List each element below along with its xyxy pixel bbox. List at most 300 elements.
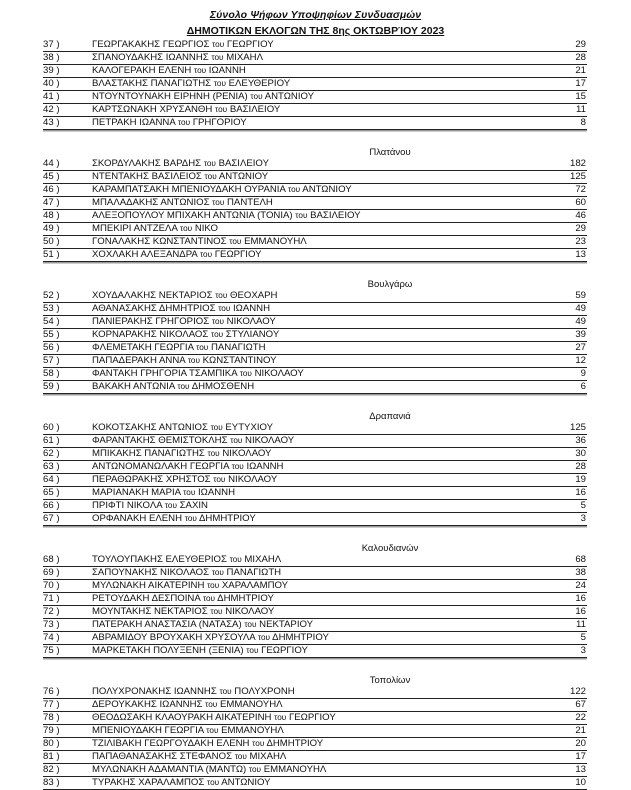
- patronymic-connector: του: [211, 53, 224, 62]
- candidate-name: [92, 236, 307, 248]
- vote-count: 46: [575, 210, 586, 221]
- candidate-row: [43, 580, 587, 593]
- father-name: ΕΜΜΑΝΟΥΗΛ: [263, 764, 327, 775]
- candidate-full-name: ΠΑΝΙΕΡΑΚΗΣ ΓΡΗΓΟΡΙΟΣ: [92, 316, 210, 327]
- patronymic-connector: του: [202, 594, 216, 603]
- candidate-row: [43, 764, 587, 777]
- candidate-full-name: ΒΛΑΣΤΑΚΗΣ ΠΑΝΑΓΙΩΤΗΣ: [92, 78, 212, 89]
- candidate-row: [43, 39, 587, 52]
- candidate-name: [92, 487, 235, 499]
- vote-count: 27: [575, 342, 586, 353]
- locality-name: Βουλγάρω: [367, 279, 413, 290]
- candidate-number: 63 ): [43, 461, 60, 472]
- patronymic-connector: του: [252, 739, 265, 748]
- vote-count: 11: [576, 619, 586, 630]
- candidate-row: [43, 197, 587, 210]
- candidate-number: 68 ): [43, 554, 60, 565]
- candidate-name: [92, 725, 284, 737]
- candidate-row: [43, 567, 587, 580]
- father-name: ΓΕΩΡΓΙΟΥ: [261, 645, 308, 656]
- candidate-number: 79 ): [43, 725, 60, 736]
- candidate-number: 72 ): [43, 606, 60, 617]
- patronymic-connector: του: [246, 646, 259, 655]
- patronymic-connector: του: [234, 752, 247, 761]
- vote-count: 72: [575, 184, 586, 195]
- father-name: ΒΑΣΙΛΕΙΟΥ: [310, 210, 361, 221]
- candidate-full-name: ΣΚΟΡΔΥΛΑΚΗΣ ΒΑΡΔΗΣ: [92, 158, 202, 169]
- patronymic-connector: του: [187, 356, 200, 365]
- father-name: ΕΛΕΥΘΕΡΙΟΥ: [228, 78, 291, 89]
- candidate-row: [43, 725, 587, 738]
- candidate-row: [43, 210, 587, 223]
- father-name: ΝΙΚΟΛΑΟΥ: [228, 474, 278, 485]
- document-subtitle: ΔΗΜΟΤΙΚΩΝ ΕΚΛΟΓΩΝ ΤΗΣ 8ης ΟΚΤΩΒΡΊΟΥ 2023: [186, 25, 445, 37]
- vote-count: 30: [575, 448, 586, 459]
- father-name: ΔΗΜΗΤΡΙΟΥ: [272, 632, 329, 643]
- candidate-row: [43, 500, 587, 513]
- candidate-number: 39 ): [43, 65, 60, 76]
- father-name: ΜΙΧΑΗΛ: [226, 52, 264, 63]
- candidate-number: 66 ): [43, 500, 60, 511]
- candidate-full-name: ΜΠΑΛΑΔΑΚΗΣ ΑΝΤΩΝΙΟΣ: [92, 197, 210, 208]
- candidate-row: [43, 249, 587, 262]
- father-name: ΠΑΝΑΓΙΩΤΗ: [226, 567, 282, 578]
- patronymic-connector: του: [244, 620, 257, 629]
- candidate-name: [92, 500, 208, 512]
- candidate-number: 61 ): [43, 435, 60, 446]
- patronymic-connector: του: [218, 304, 231, 313]
- candidate-number: 62 ): [43, 448, 60, 459]
- candidate-full-name: ΠΑΠΑΘΑΝΑΣΑΚΗΣ ΣΤΕΦΑΝΟΣ: [92, 751, 233, 762]
- candidate-number: 54 ): [43, 316, 60, 327]
- candidate-full-name: ΝΤΟΥΝΤΟΥΝΑΚΗ ΕΙΡΗΝΗ (ΡΕΝΙΑ): [92, 91, 248, 102]
- candidate-row: [43, 316, 587, 329]
- candidate-number: 50 ): [43, 236, 60, 247]
- candidate-name: [92, 117, 247, 129]
- candidate-row: [43, 223, 587, 236]
- candidate-number: 57 ): [43, 355, 60, 366]
- candidate-full-name: ΘΕΟΔΩΣΑΚΗ ΚΛΑΟΥΡΑΚΗ ΑΙΚΑΤΕΡΙΝΗ: [92, 712, 272, 723]
- father-name: ΣΤΥΛΙΑΝΟΥ: [225, 329, 280, 340]
- vote-count: 15: [575, 91, 586, 102]
- candidate-full-name: ΜΠΙΚΑΚΗΣ ΠΑΝΑΓΙΩΤΗΣ: [92, 448, 205, 459]
- candidate-number: 77 ): [43, 699, 60, 710]
- candidate-name: [92, 381, 254, 393]
- father-name: ΠΑΝΤΕΛΗ: [227, 197, 273, 208]
- candidate-number: 43 ): [43, 117, 60, 128]
- candidate-full-name: ΓΕΩΡΓΑΚΑΚΗΣ ΓΕΩΡΓΙΟΣ: [92, 39, 210, 50]
- candidate-row: [43, 91, 587, 104]
- father-name: ΝΕΚΤΑΡΙΟΥ: [259, 619, 314, 630]
- candidate-name: [92, 171, 268, 183]
- candidate-full-name: ΡΕΤΟΥΔΑΚΗ ΔΕΣΠΟΙΝΑ: [92, 593, 201, 604]
- patronymic-connector: του: [193, 66, 207, 75]
- candidate-name: [92, 606, 274, 618]
- father-name: ΜΙΧΑΗΛ: [249, 751, 287, 762]
- vote-count: 13: [575, 249, 586, 260]
- candidate-full-name: ΠΡΙΦΤΙ ΝΙΚΟΛΑ: [92, 500, 163, 511]
- candidate-row: [43, 712, 587, 725]
- candidate-full-name: ΑΘΑΝΑΣΑΚΗΣ ΔΗΜΗΤΡΙΟΣ: [92, 303, 216, 314]
- vote-count: 8: [580, 117, 586, 128]
- candidate-full-name: ΚΟΚΟΤΣΑΚΗΣ ΑΝΤΩΝΙΟΣ: [92, 422, 208, 433]
- candidate-full-name: ΚΟΡΝΑΡΑΚΗΣ ΝΙΚΟΛΑΟΣ: [92, 329, 209, 340]
- candidate-name: [92, 78, 290, 90]
- candidate-number: 69 ): [43, 567, 60, 578]
- candidate-name: [92, 435, 294, 447]
- candidate-name: [92, 184, 352, 196]
- candidate-number: 40 ): [43, 78, 60, 89]
- candidate-name: [92, 567, 281, 579]
- patronymic-connector: του: [179, 224, 193, 233]
- candidate-number: 48 ): [43, 210, 60, 221]
- candidate-full-name: ΑΛΕΞΟΠΟΥΛΟΥ ΜΠΙΧΑΚΗ ΑΝΤΩΝΙΑ (ΤΟΝΙΑ): [92, 210, 293, 221]
- father-name: ΝΙΚΟΛΑΟΥ: [226, 316, 276, 327]
- candidate-row: [43, 368, 587, 381]
- candidate-number: 70 ): [43, 580, 60, 591]
- candidate-name: [92, 777, 271, 789]
- candidate-full-name: ΣΑΠΟΥΝΑΚΗΣ ΝΙΚΟΛΑΟΣ: [92, 567, 210, 578]
- candidate-row: [43, 777, 587, 790]
- candidate-number: 83 ): [43, 777, 60, 788]
- candidate-number: 41 ): [43, 91, 60, 102]
- candidate-name: [92, 249, 262, 261]
- patronymic-connector: του: [199, 250, 213, 259]
- father-name: ΔΗΜΗΤΡΙΟΥ: [217, 593, 274, 604]
- father-name: ΙΩΑΝΝΗ: [198, 487, 236, 498]
- father-name: ΓΡΗΓΟΡΙΟΥ: [192, 117, 247, 128]
- patronymic-connector: του: [248, 765, 262, 774]
- candidate-number: 73 ): [43, 619, 60, 630]
- candidate-number: 38 ): [43, 52, 60, 63]
- vote-count: 9: [580, 368, 586, 379]
- candidate-full-name: ΤΖΙΛΙΒΑΚΗ ΓΕΩΡΓΟΥΔΑΚΗ ΕΛΕΝΗ: [92, 738, 250, 749]
- vote-count: 67: [575, 699, 586, 710]
- vote-count: 5: [580, 500, 586, 511]
- candidate-number: 67 ): [43, 513, 60, 524]
- vote-count: 16: [575, 593, 586, 604]
- vote-count: 29: [575, 223, 586, 234]
- section-locality: [43, 668, 587, 790]
- patronymic-connector: του: [211, 317, 224, 326]
- candidate-row: [43, 381, 587, 394]
- patronymic-connector: του: [213, 79, 226, 88]
- candidate-full-name: ΚΑΛΟΓΕΡΑΚΗ ΕΛΕΝΗ: [92, 65, 192, 76]
- section-locality: [43, 272, 587, 394]
- candidate-name: [92, 751, 286, 763]
- candidate-full-name: ΠΑΤΕΡΑΚΗ ΑΝΑΣΤΑΣΙΑ (ΝΑΤΑΣΑ): [92, 619, 242, 630]
- candidate-row: [43, 751, 587, 764]
- vote-count: 13: [575, 764, 586, 775]
- vote-count: 38: [575, 567, 586, 578]
- candidate-row: [43, 461, 587, 474]
- candidate-name: [92, 223, 218, 235]
- candidate-number: 58 ): [43, 368, 60, 379]
- patronymic-connector: του: [177, 118, 191, 127]
- candidate-name: [92, 342, 266, 354]
- candidate-row: [43, 329, 587, 342]
- candidate-row: [43, 78, 587, 91]
- candidate-number: 76 ): [43, 686, 60, 697]
- candidate-number: 52 ): [43, 290, 60, 301]
- locality-name: Δραπανιά: [369, 411, 411, 422]
- candidate-number: 47 ): [43, 197, 60, 208]
- vote-count: 5: [580, 632, 586, 643]
- father-name: ΝΙΚΟ: [194, 223, 218, 234]
- candidate-name: [92, 619, 313, 631]
- candidate-name: [92, 316, 276, 328]
- candidate-name: [92, 593, 274, 605]
- vote-count: 28: [575, 461, 586, 472]
- candidate-name: [92, 474, 277, 486]
- candidate-full-name: ΠΟΛΥΧΡΟΝΑΚΗΣ ΙΩΑΝΝΗΣ: [92, 686, 217, 697]
- patronymic-connector: του: [206, 778, 220, 787]
- candidate-number: 59 ): [43, 381, 60, 392]
- candidate-row: [43, 474, 587, 487]
- patronymic-connector: του: [250, 92, 263, 101]
- candidate-name: [92, 65, 246, 77]
- vote-count: 59: [575, 290, 586, 301]
- vote-count: 22: [575, 712, 586, 723]
- father-name: ΧΑΡΑΛΑΜΠΟΥ: [221, 580, 289, 591]
- candidate-name: [92, 355, 277, 367]
- candidate-number: 45 ): [43, 171, 60, 182]
- patronymic-connector: του: [212, 198, 225, 207]
- father-name: ΕΥΤΥΧΙΟΥ: [225, 422, 274, 433]
- father-name: ΣΑΧΙΝ: [179, 500, 208, 511]
- patronymic-connector: του: [231, 462, 244, 471]
- candidate-row: [43, 606, 587, 619]
- candidate-row: [43, 738, 587, 751]
- father-name: ΠΑΝΑΓΙΩΤΗ: [210, 342, 266, 353]
- patronymic-connector: του: [177, 382, 190, 391]
- candidate-number: 80 ): [43, 738, 60, 749]
- vote-count: 20: [575, 738, 586, 749]
- vote-count: 49: [575, 316, 586, 327]
- candidate-name: [92, 290, 277, 302]
- candidate-full-name: ΠΑΠΑΔΕΡΑΚΗ ΑΝΝΑ: [92, 355, 186, 366]
- candidate-row: [43, 619, 587, 632]
- candidate-row: [43, 448, 587, 461]
- candidate-name: [92, 39, 274, 51]
- vote-count: 17: [575, 751, 586, 762]
- candidate-row: [43, 355, 587, 368]
- candidate-number: 56 ): [43, 342, 60, 353]
- patronymic-connector: του: [215, 291, 228, 300]
- candidate-row: [43, 65, 587, 78]
- vote-count: 23: [575, 236, 586, 247]
- candidate-name: [92, 580, 288, 592]
- candidate-full-name: ΠΕΡΑΘΩΡΑΚΗΣ ΧΡΗΣΤΟΣ: [92, 474, 211, 485]
- vote-count: 21: [575, 65, 586, 76]
- candidate-row: [43, 236, 587, 249]
- candidate-row: [43, 422, 587, 435]
- father-name: ΓΕΩΡΓΙΟΥ: [226, 39, 274, 50]
- candidate-number: 53 ): [43, 303, 60, 314]
- candidate-full-name: ΟΡΦΑΝΑΚΗ ΕΛΕΝΗ: [92, 513, 183, 524]
- father-name: ΔΗΜΟΣΘΕΝΗ: [191, 381, 255, 392]
- section-locality: [43, 140, 587, 262]
- candidate-full-name: ΣΠΑΝΟΥΔΑΚΗΣ ΙΩΑΝΝΗΣ: [92, 52, 209, 63]
- candidate-row: [43, 513, 587, 526]
- candidate-name: [92, 645, 308, 657]
- father-name: ΙΩΑΝΝΗ: [246, 461, 284, 472]
- candidate-number: 49 ): [43, 223, 60, 234]
- candidate-number: 74 ): [43, 632, 60, 643]
- candidate-row: [43, 593, 587, 606]
- father-name: ΠΟΛΥΧΡΟΝΗ: [234, 686, 295, 697]
- candidate-full-name: ΑΒΡΑΜΙΔΟΥ ΒΡΟΥΧΑΚΗ ΧΡΥΣΟΥΛΑ: [92, 632, 256, 643]
- candidate-row: [43, 158, 587, 171]
- candidate-name: [92, 712, 336, 724]
- candidate-row: [43, 117, 587, 130]
- patronymic-connector: του: [203, 159, 216, 168]
- candidate-number: 78 ): [43, 712, 60, 723]
- candidate-name: [92, 368, 304, 380]
- vote-count: 10: [575, 777, 586, 788]
- candidate-votes-list: [43, 39, 587, 790]
- vote-count: 39: [575, 329, 586, 340]
- patronymic-connector: του: [288, 185, 301, 194]
- father-name: ΓΕΩΡΓΙΟΥ: [214, 249, 262, 260]
- candidate-name: [92, 52, 263, 64]
- vote-count: 28: [575, 52, 586, 63]
- candidate-row: [43, 645, 587, 658]
- section-locality: [43, 536, 587, 658]
- candidate-row: [43, 342, 587, 355]
- candidate-number: 60 ): [43, 422, 60, 433]
- candidate-name: [92, 764, 326, 776]
- candidate-full-name: ΧΟΧΛΑΚΗ ΑΛΕΞΑΝΔΡΑ: [92, 249, 198, 260]
- father-name: ΑΝΤΩΝΙΟΥ: [221, 777, 271, 788]
- father-name: ΕΜΜΑΝΟΥΗΛ: [244, 236, 307, 247]
- document-title: Σύνολο Ψήφων Υποψηφίων Συνδυασμών: [209, 9, 422, 21]
- candidate-full-name: ΜΑΡΚΕΤΑΚΗ ΠΟΛΥΞΕΝΗ (ΞΕΝΙΑ): [92, 645, 244, 656]
- father-name: ΝΙΚΟΛΑΟΥ: [254, 368, 304, 379]
- candidate-row: [43, 554, 587, 567]
- patronymic-connector: του: [212, 40, 225, 49]
- father-name: ΑΝΤΩΝΙΟΥ: [218, 171, 269, 182]
- candidate-full-name: ΦΑΝΤΑΚΗ ΓΡΗΓΟΡΙΑ ΤΣΑΜΠΙΚΑ: [92, 368, 238, 379]
- patronymic-connector: του: [215, 105, 228, 114]
- father-name: ΕΜΜΑΝΟΥΗΛ: [221, 725, 284, 736]
- father-name: ΙΩΑΝΝΗ: [233, 303, 271, 314]
- vote-count: 24: [575, 580, 586, 591]
- father-name: ΒΑΣΙΛΕΙΟΥ: [218, 158, 269, 169]
- vote-count: 29: [575, 39, 586, 50]
- candidate-full-name: ΑΝΤΩΝΟΜΑΝΩΛΑΚΗ ΓΕΩΡΓΙΑ: [92, 461, 229, 472]
- candidate-full-name: ΜΠΕΚΙΡΙ ΑΝΤΖΕΛΑ: [92, 223, 178, 234]
- candidate-name: [92, 699, 283, 711]
- patronymic-connector: του: [219, 687, 232, 696]
- candidate-full-name: ΝΤΕΝΤΑΚΗΣ ΒΑΣΙΛΕΙΟΣ: [92, 171, 202, 182]
- patronymic-connector: του: [239, 369, 252, 378]
- patronymic-connector: του: [164, 501, 177, 510]
- vote-count: 68: [575, 554, 586, 565]
- candidate-full-name: ΤΥΡΑΚΗΣ ΧΑΡΑΛΑΜΠΟΣ: [92, 777, 205, 788]
- candidate-row: [43, 487, 587, 500]
- father-name: ΔΗΜΗΤΡΙΟΥ: [199, 513, 256, 524]
- candidate-row: [43, 171, 587, 184]
- candidate-full-name: ΔΕΡΟΥΚΑΚΗΣ ΙΩΑΝΝΗΣ: [92, 699, 203, 710]
- candidate-full-name: ΚΑΡΤΣΩΝΑΚΗ ΧΡΥΣΑΝΘΗ: [92, 104, 213, 115]
- candidate-name: [92, 554, 281, 566]
- patronymic-connector: του: [210, 607, 223, 616]
- candidate-number: 51 ): [43, 249, 60, 260]
- candidate-name: [92, 303, 270, 315]
- candidate-name: [92, 422, 273, 434]
- father-name: ΒΑΣΙΛΕΙΟΥ: [229, 104, 281, 115]
- candidate-name: [92, 158, 269, 170]
- vote-count: 6: [580, 381, 586, 392]
- section-continued: [43, 39, 587, 130]
- father-name: ΜΙΧΑΗΛ: [244, 554, 282, 565]
- vote-count: 3: [580, 513, 586, 524]
- candidate-row: [43, 699, 587, 712]
- candidate-full-name: ΚΑΡΑΜΠΑΤΣΑΚΗ ΜΠΕΝΙΟΥΔΑΚΗ ΟΥΡΑΝΙΑ: [92, 184, 286, 195]
- candidate-number: 44 ): [43, 158, 60, 169]
- candidate-full-name: ΜΥΛΩΝΑΚΗ ΑΔΑΜΑΝΤΙΑ (ΜΑΝΤΩ): [92, 764, 247, 775]
- vote-count: 122: [569, 686, 586, 697]
- candidate-number: 46 ): [43, 184, 60, 195]
- section-heading: [43, 272, 587, 290]
- patronymic-connector: του: [205, 700, 218, 709]
- candidate-number: 65 ): [43, 487, 60, 498]
- candidate-full-name: ΦΛΕΜΕΤΑΚΗ ΓΕΩΡΓΙΑ: [92, 342, 194, 353]
- candidate-number: 55 ): [43, 329, 60, 340]
- patronymic-connector: του: [230, 436, 243, 445]
- candidate-row: [43, 290, 587, 303]
- candidate-row: [43, 303, 587, 316]
- candidate-full-name: ΒΑΚΑΚΗ ΑΝΤΩΝΙΑ: [92, 381, 175, 392]
- patronymic-connector: του: [229, 237, 242, 246]
- patronymic-connector: του: [211, 568, 224, 577]
- vote-count: 17: [575, 78, 586, 89]
- candidate-full-name: ΧΟΥΔΑΛΑΚΗΣ ΝΕΚΤΑΡΙΟΣ: [92, 290, 213, 301]
- patronymic-connector: του: [210, 330, 224, 339]
- candidate-name: [92, 461, 283, 473]
- candidate-full-name: ΜΟΥΝΤΑΚΗΣ ΝΕΚΤΑΡΙΟΣ: [92, 606, 208, 617]
- candidate-number: 37 ): [43, 39, 60, 50]
- section-locality: [43, 404, 587, 526]
- locality-name: Πλατάνου: [369, 147, 411, 158]
- patronymic-connector: του: [207, 581, 220, 590]
- father-name: ΙΩΑΝΝΗ: [208, 65, 246, 76]
- patronymic-connector: του: [184, 514, 197, 523]
- father-name: ΕΜΜΑΝΟΥΗΛ: [219, 699, 283, 710]
- father-name: ΓΕΩΡΓΙΟΥ: [288, 712, 336, 723]
- vote-count: 3: [580, 645, 586, 656]
- father-name: ΚΩΝΣΤΑΝΤΙΝΟΥ: [202, 355, 277, 366]
- father-name: ΑΝΤΩΝΙΟΥ: [264, 91, 315, 102]
- candidate-name: [92, 91, 314, 103]
- vote-count: 16: [575, 487, 586, 498]
- vote-count: 21: [575, 725, 586, 736]
- vote-count: 12: [575, 355, 586, 366]
- candidate-row: [43, 184, 587, 197]
- patronymic-connector: του: [257, 633, 271, 642]
- section-heading: [43, 536, 587, 554]
- patronymic-connector: του: [207, 449, 220, 458]
- vote-count: 182: [569, 158, 586, 169]
- candidate-name: [92, 104, 280, 116]
- vote-count: 19: [575, 474, 586, 485]
- father-name: ΝΙΚΟΛΑΟΥ: [245, 435, 295, 446]
- patronymic-connector: του: [295, 211, 308, 220]
- candidate-row: [43, 632, 587, 645]
- candidate-number: 82 ): [43, 764, 60, 775]
- vote-count: 60: [575, 197, 586, 208]
